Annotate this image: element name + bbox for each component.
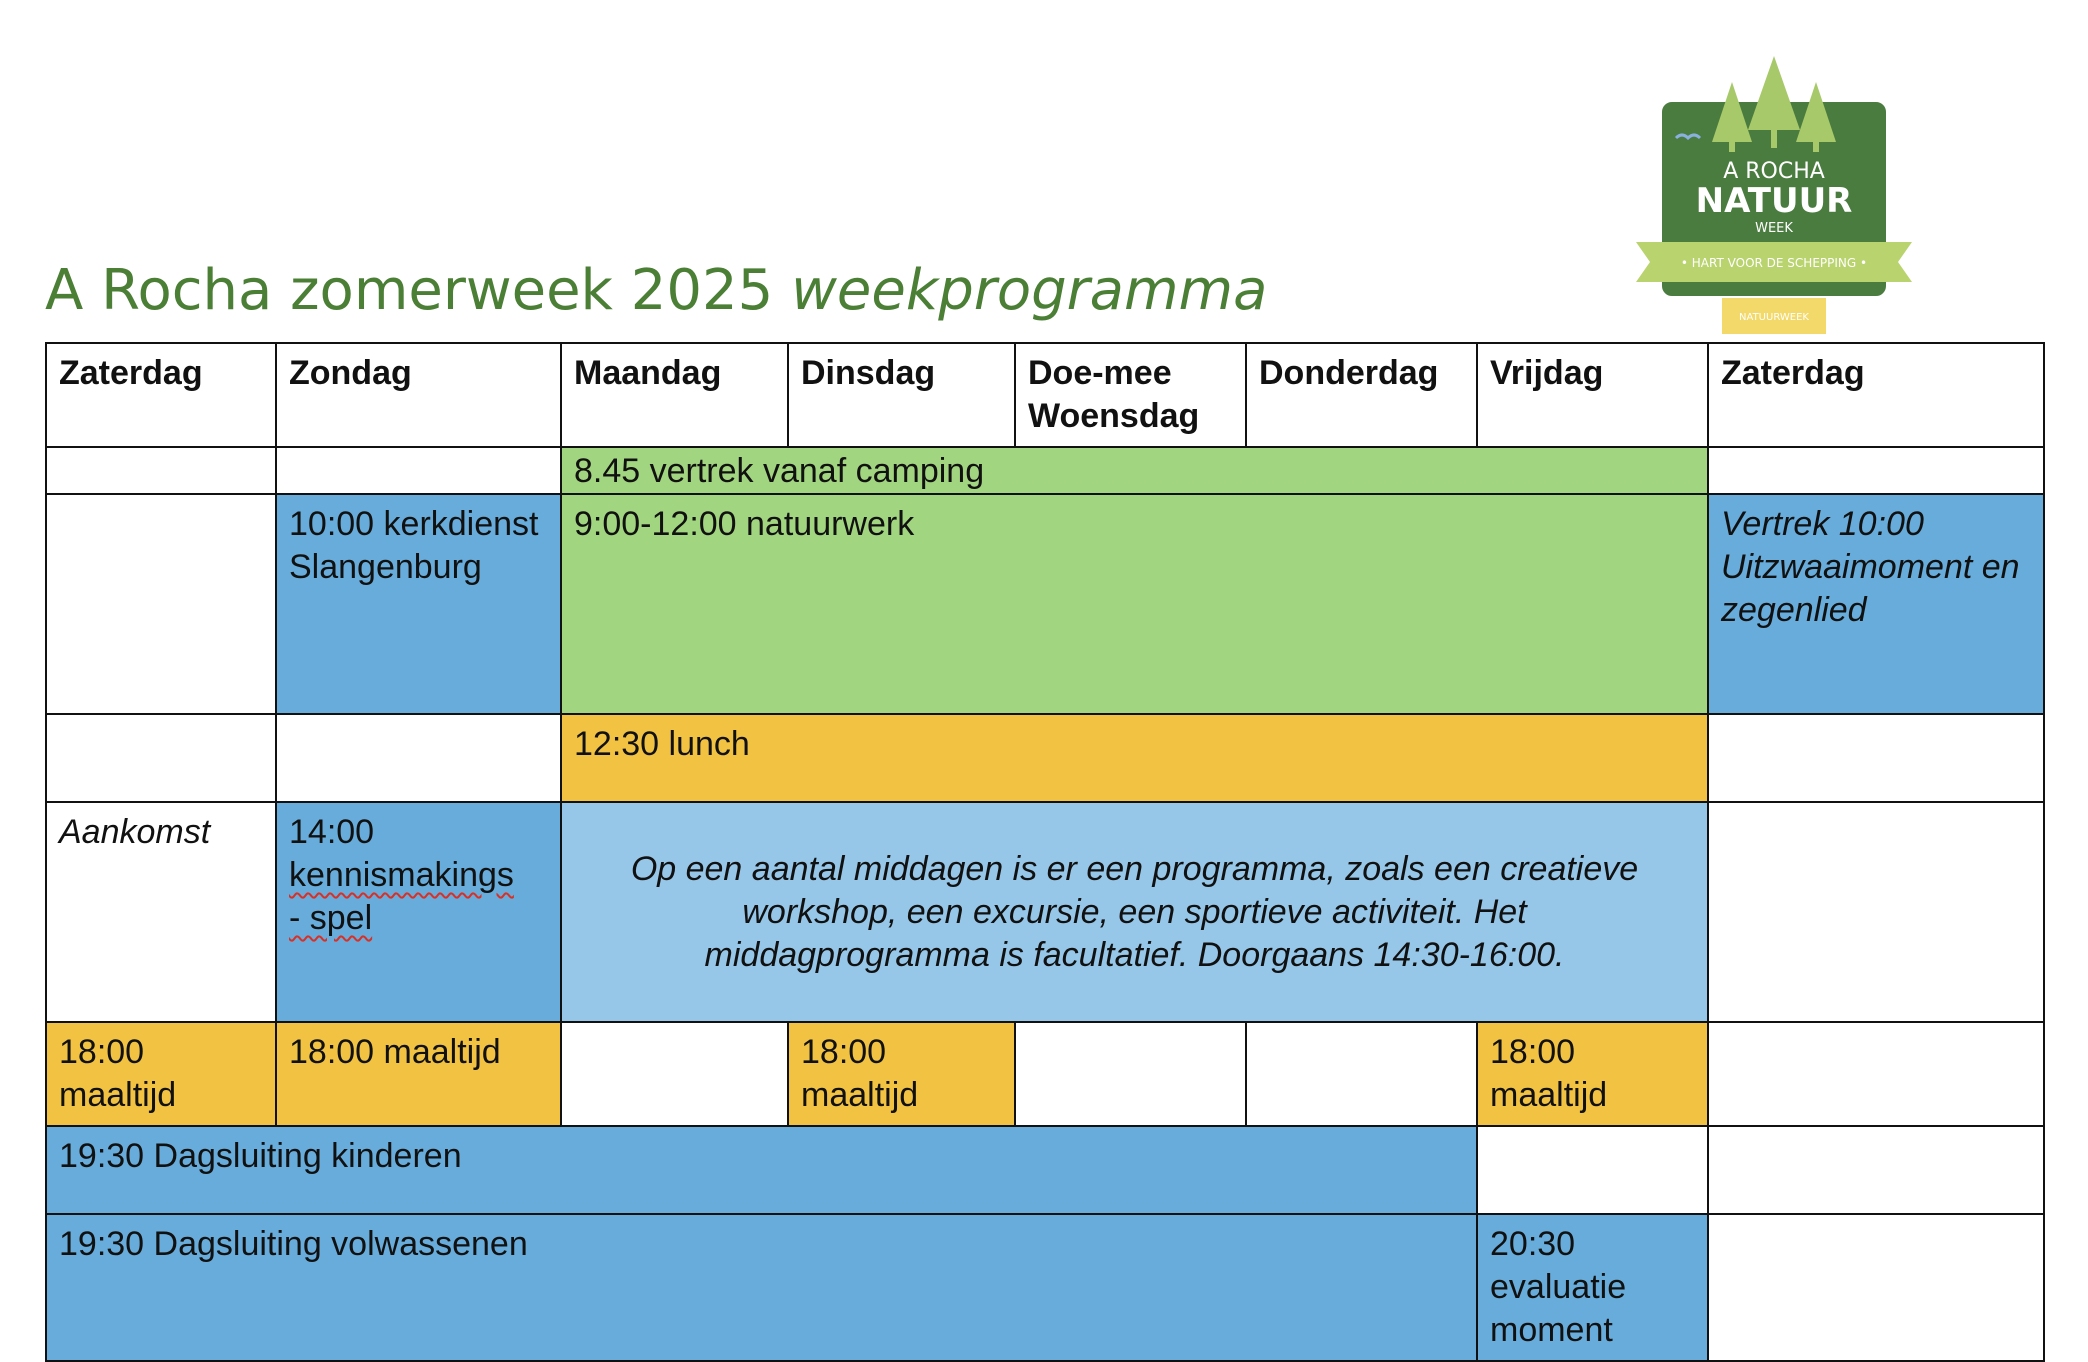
trees-icon	[1712, 56, 1836, 152]
empty-cell	[46, 447, 276, 494]
empty-cell	[1246, 1022, 1477, 1126]
saturday-leave-cell: Vertrek 10:00 Uitzwaaimoment en zegenlied	[1708, 494, 2044, 714]
empty-cell	[1708, 714, 2044, 802]
svg-text:NATUUR: NATUUR	[1695, 181, 1853, 221]
empty-cell	[46, 714, 276, 802]
day-header: Maandag	[561, 343, 788, 447]
afternoon-time: 14:00	[289, 813, 375, 851]
closing-adults-row	[46, 1214, 2044, 1361]
empty-cell	[276, 714, 561, 802]
departure-cell: 8.45 vertrek vanaf camping	[561, 447, 1708, 494]
day-header: Zaterdag	[1708, 343, 2044, 447]
lunch-cell: 12:30 lunch	[561, 714, 1708, 802]
empty-cell	[46, 494, 276, 714]
header-row	[46, 343, 2044, 447]
meal-cell: 18:00 maaltijd	[276, 1022, 561, 1126]
afternoon-row	[46, 802, 2044, 1022]
departure-row	[46, 447, 2044, 494]
day-header: Zaterdag	[46, 343, 276, 447]
empty-cell	[561, 1022, 788, 1126]
empty-cell	[276, 447, 561, 494]
meal-cell: 18:00 maaltijd	[46, 1022, 276, 1126]
closing-kids-row	[46, 1126, 2044, 1214]
svg-text:A ROCHA: A ROCHA	[1723, 159, 1825, 184]
empty-cell	[1708, 1214, 2044, 1361]
empty-cell	[1015, 1022, 1246, 1126]
title-main: A Rocha zomerweek 2025	[45, 258, 774, 323]
empty-cell	[1477, 1126, 1708, 1214]
meal-cell: 18:00 maaltijd	[788, 1022, 1015, 1126]
afternoon-activity-part1: kennismakings	[289, 856, 514, 894]
evaluation-cell: 20:30 evaluatie moment	[1477, 1214, 1708, 1361]
svg-text:NATUURWEEK: NATUURWEEK	[1739, 312, 1809, 323]
nature-work-cell: 9:00-12:00 natuurwerk	[561, 494, 1708, 714]
svg-text:• HART VOOR DE SCHEPPING •: • HART VOOR DE SCHEPPING •	[1680, 256, 1868, 270]
empty-cell	[1708, 802, 2044, 1022]
day-header: Doe-mee Woensdag	[1015, 343, 1246, 447]
empty-cell	[1708, 447, 2044, 494]
day-header: Vrijdag	[1477, 343, 1708, 447]
page-title	[45, 258, 1267, 323]
closing-adults-cell: 19:30 Dagsluiting volwassenen	[46, 1214, 1477, 1361]
empty-cell	[1708, 1126, 2044, 1214]
day-header: Donderdag	[1246, 343, 1477, 447]
day-header: Dinsdag	[788, 343, 1015, 447]
meal-cell: 18:00 maaltijd	[1477, 1022, 1708, 1126]
title-italic: weekprogramma	[791, 258, 1268, 323]
closing-kids-cell: 19:30 Dagsluiting kinderen	[46, 1126, 1477, 1214]
dinner-row	[46, 1022, 2044, 1126]
morning-row	[46, 494, 2044, 714]
arrival-cell: Aankomst	[46, 802, 276, 1022]
sunday-church-cell: 10:00 kerkdienst Slangenburg	[276, 494, 561, 714]
sunday-afternoon-cell	[276, 802, 561, 1022]
afternoon-activity-part2: - spel	[289, 899, 373, 937]
lunch-row	[46, 714, 2044, 802]
day-header: Zondag	[276, 343, 561, 447]
week-schedule-table	[45, 342, 2045, 1362]
empty-cell	[1708, 1022, 2044, 1126]
afternoon-program-cell: Op een aantal middagen is er een programma, zoals een creatieve workshop, een excursie, een sportieve activiteit. Het middagprogramma is facultatief. Doorgaans 14:30-16:00.	[561, 802, 1708, 1022]
svg-text:WEEK: WEEK	[1755, 221, 1793, 236]
a-rocha-natuurweek-logo	[1636, 52, 1912, 342]
